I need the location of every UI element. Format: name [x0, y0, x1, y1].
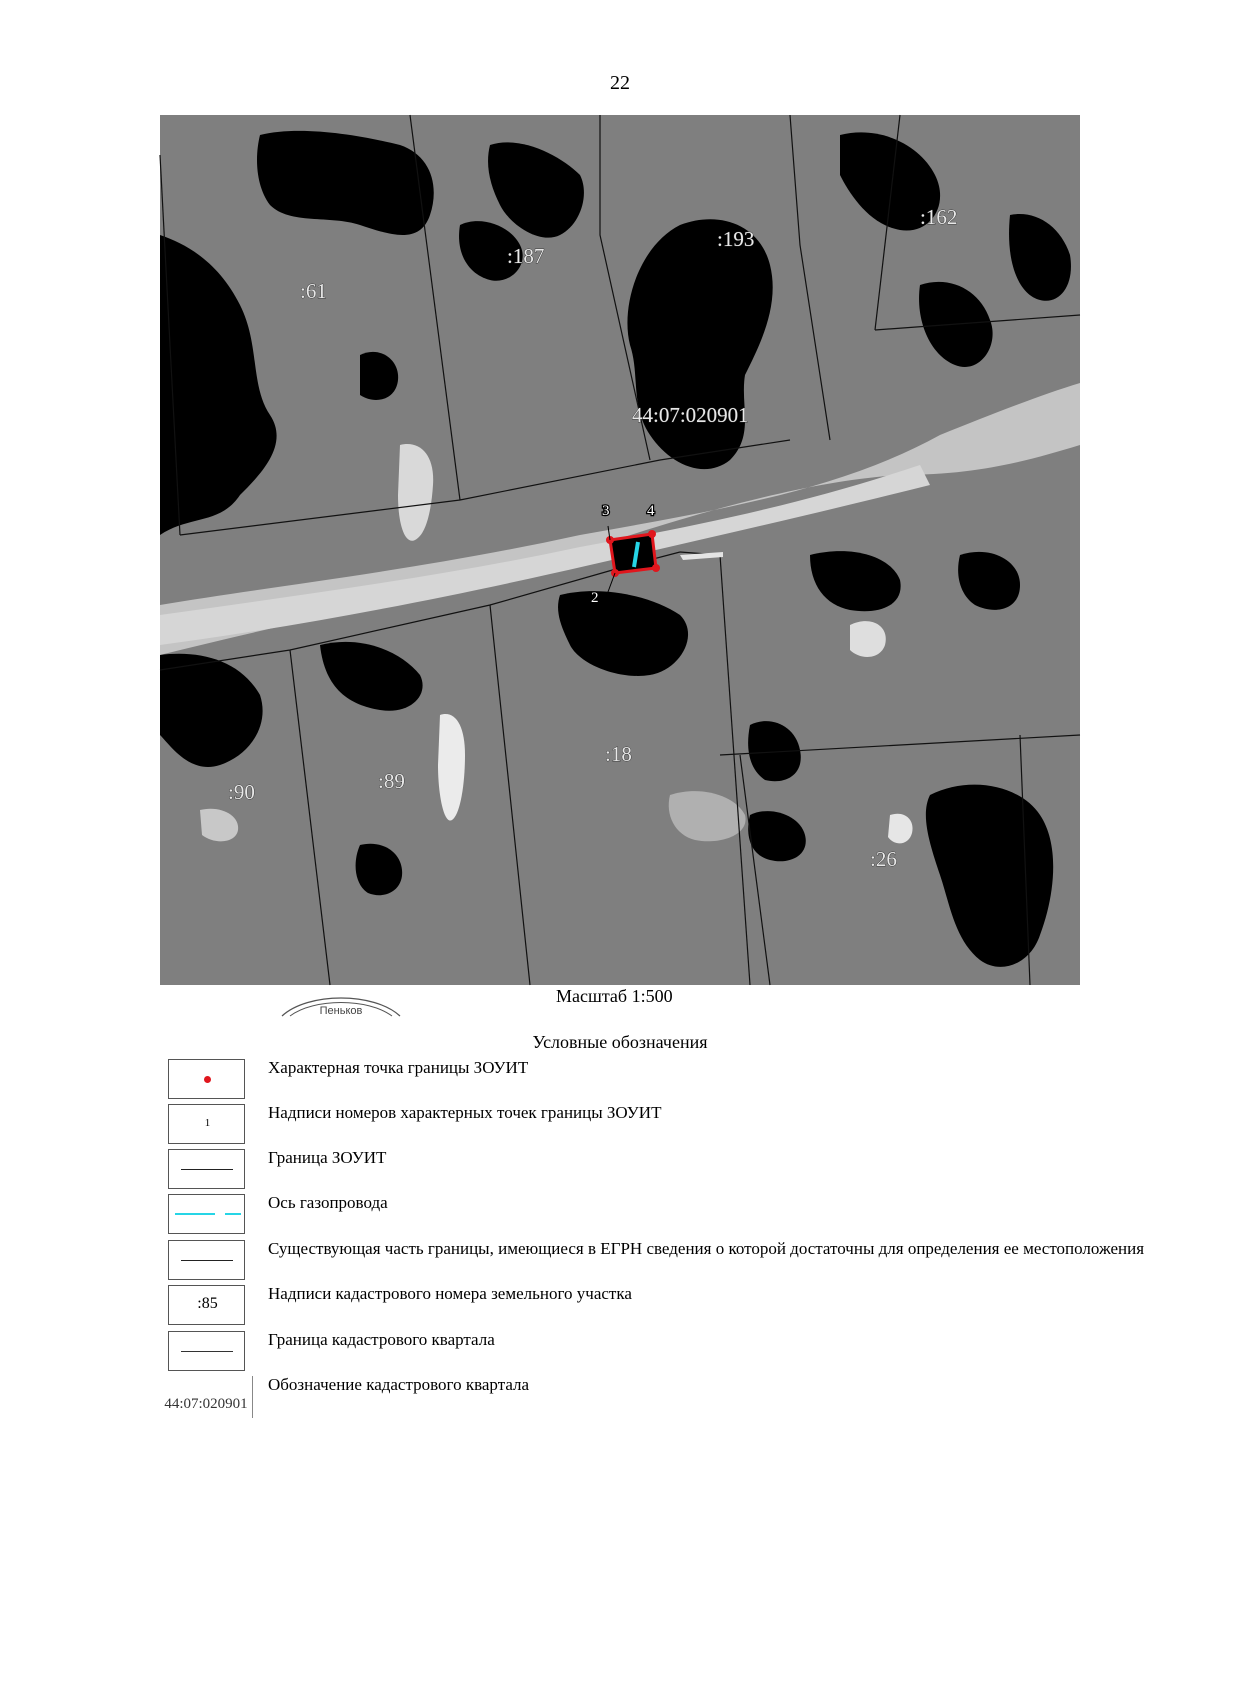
legend-symbol	[168, 1240, 245, 1280]
parcel-label: :89	[378, 769, 405, 793]
legend-item	[168, 1149, 1088, 1193]
legend-text: Граница кадастрового квартала	[268, 1330, 495, 1349]
parcel-label: :193	[717, 227, 755, 251]
parcel-label: :90	[228, 780, 255, 804]
legend-symbol	[168, 1194, 245, 1234]
parcel-label: :18	[605, 742, 632, 766]
quarter-number-sample: 44:07:020901	[164, 1396, 248, 1412]
legend-symbol	[168, 1059, 245, 1099]
legend-item	[168, 1059, 1088, 1103]
map-canvas	[160, 115, 1080, 985]
zouit-boundary	[610, 534, 656, 573]
parcel-label: :61	[300, 279, 327, 303]
legend-item	[168, 1239, 1145, 1284]
cadastral-number-sample: :85	[197, 1295, 218, 1312]
red-dot-icon	[204, 1076, 211, 1083]
boundary-line-icon	[181, 1169, 233, 1170]
legend-item	[168, 1194, 1088, 1238]
stamp	[278, 990, 404, 1017]
point-label: 2	[591, 590, 599, 606]
cyan-dash-icon	[175, 1213, 215, 1215]
legend-symbol	[168, 1104, 245, 1144]
legend-symbol	[168, 1149, 245, 1189]
legend-text: Граница ЗОУИТ	[268, 1148, 387, 1167]
point-number-sample: 1	[204, 1117, 211, 1129]
legend-text: Ось газопровода	[268, 1193, 388, 1212]
parcel-label: :26	[870, 847, 897, 871]
legend-symbol	[160, 1376, 253, 1418]
stamp-text: Пеньков	[319, 1005, 363, 1017]
legend-text: Характерная точка границы ЗОУИТ	[268, 1058, 529, 1077]
legend-item	[168, 1331, 1088, 1375]
parcel-label: :187	[507, 244, 545, 268]
cadastral-map[interactable]	[160, 115, 1080, 985]
quarter-line-icon	[181, 1351, 233, 1352]
legend-item	[160, 1376, 1080, 1420]
legend-text: Надписи кадастрового номера земельного участка	[268, 1284, 632, 1303]
zouit-point	[648, 530, 656, 538]
light-spot	[850, 621, 886, 657]
legend-text: Существующая часть границы, имеющиеся в ЕГРН сведения о которой достаточны для определения ее местоположения	[268, 1239, 1145, 1258]
parcel-label: :162	[920, 205, 958, 229]
legend-text: Обозначение кадастрового квартала	[268, 1375, 530, 1394]
zouit-point	[652, 564, 660, 572]
legend-title: Условные обозначения	[532, 1032, 708, 1052]
map-scale: Масштаб 1:500	[556, 986, 673, 1006]
legend-symbol	[168, 1331, 245, 1371]
point-label: 4	[647, 503, 655, 519]
quarter-label: 44:07:020901	[632, 403, 749, 427]
cyan-dash-icon	[225, 1213, 241, 1215]
legend-text: Надписи номеров характерных точек границы ЗОУИТ	[268, 1103, 662, 1122]
legend-item	[168, 1285, 1088, 1329]
boundary-line-icon	[181, 1260, 233, 1261]
page-number: 22	[610, 72, 630, 94]
legend-item	[168, 1104, 1088, 1148]
point-label: 3	[602, 503, 610, 519]
legend-symbol	[168, 1285, 245, 1325]
